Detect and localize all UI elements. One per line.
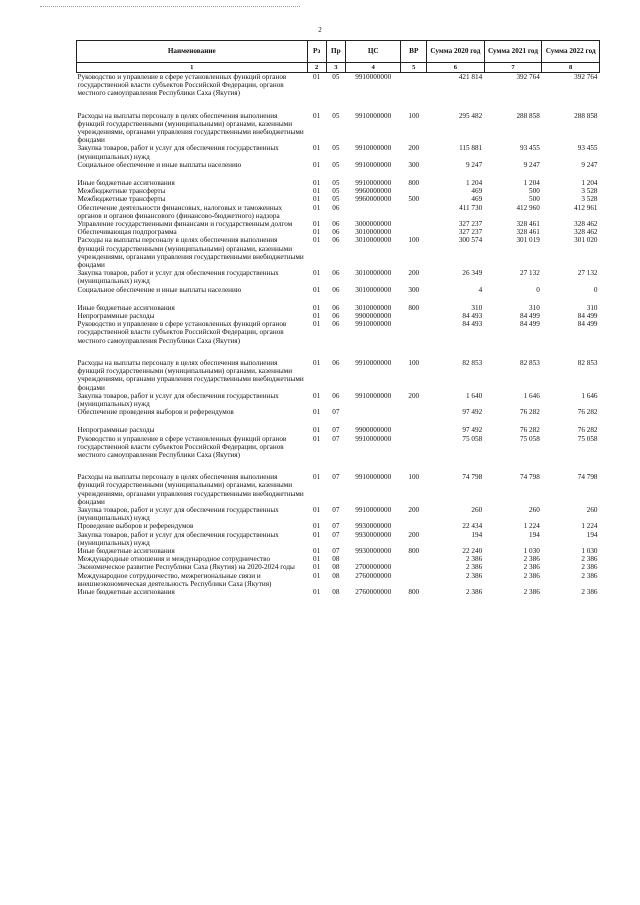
- row-rz: 01: [313, 228, 321, 237]
- row-cs: 9910000000: [355, 434, 392, 443]
- row-pr: 06: [332, 303, 340, 312]
- row-sum-2020: 310: [471, 303, 483, 312]
- row-rz: 01: [313, 303, 321, 312]
- row-pr: 06: [332, 269, 340, 278]
- table-row: [77, 195, 600, 203]
- row-vr: [401, 187, 427, 195]
- row-cs: 3010000000: [355, 303, 392, 312]
- table-row: [77, 506, 600, 522]
- row-vr: 100: [408, 358, 420, 367]
- row-sum-2020: 4: [478, 285, 483, 294]
- row-sum-2021: 9 247: [523, 160, 540, 169]
- row-sum-2022: 3 528: [581, 187, 598, 196]
- row-sum-2021: 1 030: [523, 546, 540, 555]
- header-number-row: [77, 63, 600, 73]
- row-cs: 9900000000: [355, 426, 392, 435]
- row-sum-2020: 75 058: [462, 434, 483, 443]
- row-cs: [345, 408, 401, 426]
- row-vr: 800: [408, 179, 420, 188]
- row-rz: 01: [313, 587, 321, 596]
- row-sum-2021: 310: [529, 303, 540, 312]
- row-pr: 06: [332, 220, 340, 229]
- row-vr: [401, 408, 427, 426]
- table-row: [77, 531, 600, 547]
- row-sum-2022: 76 282: [577, 426, 598, 435]
- row-sum-2020: 2 386: [466, 563, 483, 572]
- row-sum-2022: 84 499: [577, 312, 598, 321]
- row-vr: [401, 204, 427, 220]
- row-cs: 9930000000: [355, 530, 392, 539]
- row-sum-2022: 1 646: [581, 391, 598, 400]
- row-cs: 2760000000: [355, 587, 392, 596]
- row-vr: [401, 435, 427, 474]
- row-rz: 01: [313, 546, 321, 555]
- table-row: [77, 228, 600, 236]
- row-name: Непрограммные расходы: [77, 426, 155, 435]
- header-row: [77, 41, 600, 63]
- header-rz: Рз: [307, 41, 326, 63]
- row-cs: 9910000000: [355, 179, 392, 188]
- row-name: Расходы на выплаты персоналу в целях обеспечения выполнения функций государственными (муниципальными) органами, казенными учреждениями, органами управления государственными внебюджетными фондами: [77, 111, 304, 145]
- row-sum-2020: 300 574: [458, 236, 483, 245]
- row-pr: 07: [332, 522, 340, 531]
- row-rz: 01: [313, 195, 321, 204]
- row-name: Непрограммные расходы: [77, 312, 155, 321]
- row-rz: 01: [313, 391, 321, 400]
- row-sum-2021: 328 461: [516, 220, 540, 229]
- table-row: [77, 555, 600, 563]
- row-sum-2021: 288 858: [516, 111, 540, 120]
- row-rz: 01: [313, 571, 321, 580]
- row-sum-2020: 327 237: [458, 220, 483, 229]
- header-pr: Пр: [326, 41, 345, 63]
- row-sum-2022: 2 386: [581, 587, 598, 596]
- table-row: [77, 359, 600, 392]
- row-sum-2021: 84 499: [520, 312, 540, 321]
- row-pr: 05: [332, 195, 340, 204]
- row-cs: 3010000000: [355, 285, 392, 294]
- row-sum-2021: 412 960: [516, 203, 540, 212]
- row-vr: 300: [408, 285, 420, 294]
- row-name: Закупка товаров, работ и услуг для обеспечения государственных (муниципальных) нужд: [77, 144, 279, 161]
- row-vr: 500: [408, 195, 420, 204]
- row-sum-2022: 84 499: [577, 320, 598, 329]
- row-name: Расходы на выплаты персоналу в целях обеспечения выполнения функций государственными (муниципальными) органами, казенными учреждениями, органами управления государственными внебюджетными фондами: [77, 473, 304, 506]
- table-row: [77, 304, 600, 312]
- row-cs: 2760000000: [355, 571, 392, 580]
- row-cs: 9930000000: [355, 546, 392, 555]
- row-pr: 06: [332, 285, 340, 294]
- row-cs: 9960000000: [355, 195, 392, 204]
- row-sum-2021: 82 853: [520, 358, 540, 367]
- row-sum-2021: 2 386: [523, 555, 540, 564]
- row-sum-2020: 84 493: [462, 312, 483, 321]
- row-vr: 100: [408, 236, 420, 245]
- row-cs: 3010000000: [355, 236, 392, 245]
- row-pr: 07: [332, 530, 340, 539]
- row-rz: 01: [313, 522, 321, 531]
- row-sum-2020: 1 204: [466, 179, 483, 188]
- table-row: [77, 220, 600, 228]
- table-row: [77, 408, 600, 426]
- row-name: Иные бюджетные ассигнования: [77, 303, 175, 312]
- table-row: [77, 312, 600, 320]
- row-sum-2022: 1 204: [581, 179, 598, 188]
- page-number: 2: [318, 26, 322, 34]
- row-sum-2020: 22 240: [462, 546, 483, 555]
- row-name: Обеспечение проведения выборов и референдумов: [77, 408, 234, 417]
- row-pr: 06: [332, 391, 340, 400]
- row-vr: [401, 312, 427, 320]
- row-vr: 100: [408, 111, 420, 120]
- row-name: Закупка товаров, работ и услуг для обеспечения государственных (муниципальных) нужд: [77, 530, 279, 547]
- row-name: Социальное обеспечение и иные выплаты населению: [77, 160, 242, 169]
- row-cs: 2700000000: [355, 563, 392, 572]
- table-row: [77, 112, 600, 145]
- row-sum-2022: 76 282: [577, 408, 598, 417]
- table-row: [77, 73, 600, 112]
- row-sum-2020: 2 386: [466, 555, 483, 564]
- row-name: Социальное обеспечение и иные выплаты населению: [77, 285, 242, 294]
- row-rz: 01: [313, 220, 321, 229]
- row-cs: 3010000000: [355, 269, 392, 278]
- row-sum-2022: 260: [586, 505, 598, 514]
- row-vr: 800: [408, 546, 420, 555]
- row-rz: 01: [313, 320, 321, 329]
- header-num: 8: [542, 63, 600, 73]
- row-sum-2021: 1 224: [523, 522, 540, 531]
- row-cs: 9910000000: [355, 391, 392, 400]
- row-name: Проведение выборов и референдумов: [77, 522, 194, 531]
- table-row: [77, 435, 600, 474]
- row-pr: 07: [332, 546, 340, 555]
- row-sum-2021: 301 019: [516, 236, 540, 245]
- row-pr: 07: [332, 434, 340, 443]
- header-vr: ВР: [401, 41, 427, 63]
- row-sum-2021: 76 282: [520, 426, 540, 435]
- row-sum-2020: 2 386: [466, 571, 483, 580]
- row-cs: 9910000000: [355, 111, 392, 120]
- row-sum-2022: 74 798: [577, 473, 598, 482]
- row-pr: 07: [332, 408, 340, 417]
- row-cs: 9910000000: [355, 144, 392, 153]
- row-sum-2021: 2 386: [523, 563, 540, 572]
- table-row: [77, 563, 600, 571]
- row-sum-2022: 392 764: [574, 73, 598, 81]
- row-rz: 01: [313, 358, 321, 367]
- row-sum-2021: 84 499: [520, 320, 540, 329]
- table-row: [77, 179, 600, 187]
- header-sum-2022: Сумма 2022 год: [542, 41, 600, 63]
- row-rz: 01: [313, 144, 321, 153]
- header-num: 3: [326, 63, 345, 73]
- row-pr: 07: [332, 473, 340, 482]
- table-row: [77, 269, 600, 285]
- row-sum-2021: 76 282: [520, 408, 540, 417]
- row-vr: [401, 73, 427, 112]
- row-sum-2022: 288 858: [574, 111, 598, 120]
- row-vr: 200: [408, 269, 420, 278]
- row-sum-2021: 194: [529, 530, 540, 539]
- row-vr: [401, 228, 427, 236]
- row-rz: 01: [313, 473, 321, 482]
- row-rz: 01: [313, 408, 321, 417]
- row-sum-2020: 194: [471, 530, 483, 539]
- row-pr: 05: [332, 187, 340, 196]
- row-name: Руководство и управление в сфере установленных функций органов государственной власти субъектов Российской Федерации, органов местного самоуправления Республики Саха (Якутия): [77, 320, 287, 345]
- row-sum-2020: 26 349: [462, 269, 483, 278]
- row-cs: 9930000000: [355, 522, 392, 531]
- row-sum-2022: 0: [593, 285, 598, 294]
- table-row: [77, 426, 600, 434]
- row-vr: 800: [408, 587, 420, 596]
- table-row: [77, 522, 600, 530]
- row-sum-2022: 93 455: [577, 144, 598, 153]
- row-sum-2022: 1 224: [581, 522, 598, 531]
- row-sum-2022: 3 528: [581, 195, 598, 204]
- row-name: Обеспечение деятельности финансовых, налоговых и таможенных органов и органов финансового (финансово-бюджетного) надзора: [77, 203, 283, 220]
- header-num: 1: [77, 63, 308, 73]
- row-cs: 9960000000: [355, 187, 392, 196]
- row-sum-2022: 27 132: [577, 269, 598, 278]
- row-cs: 9910000000: [355, 473, 392, 482]
- header-sum-2020: Сумма 2020 год: [427, 41, 485, 63]
- row-name: Закупка товаров, работ и услуг для обеспечения государственных (муниципальных) нужд: [77, 391, 279, 408]
- row-sum-2022: 2 386: [581, 571, 598, 580]
- row-sum-2021: 392 764: [516, 73, 540, 81]
- table-row: [77, 144, 600, 160]
- row-sum-2022: 2 386: [581, 555, 598, 564]
- row-rz: 01: [313, 530, 321, 539]
- header-num: 5: [401, 63, 427, 73]
- row-sum-2022: 412 961: [574, 203, 598, 212]
- header-num: 7: [484, 63, 542, 73]
- row-sum-2020: 411 730: [459, 203, 483, 212]
- row-sum-2020: 295 482: [458, 111, 483, 120]
- header-name: Наименование: [77, 41, 308, 63]
- header-num: 4: [345, 63, 401, 73]
- row-name: Иные бюджетные ассигнования: [77, 179, 175, 188]
- row-rz: 01: [313, 434, 321, 443]
- row-name: Управление государственными финансами и государственным долгом: [77, 220, 293, 229]
- row-rz: 01: [313, 269, 321, 278]
- row-pr: 08: [332, 555, 340, 564]
- row-name: Международные отношения и международное сотрудничество: [77, 555, 271, 564]
- row-sum-2020: 260: [471, 505, 483, 514]
- row-pr: 05: [332, 160, 340, 169]
- row-sum-2021: 500: [529, 187, 540, 196]
- row-sum-2020: 84 493: [462, 320, 483, 329]
- row-name: Закупка товаров, работ и услуг для обеспечения государственных (муниципальных) нужд: [77, 269, 279, 286]
- row-cs: [345, 204, 401, 220]
- row-vr: [401, 426, 427, 434]
- row-sum-2022: 194: [586, 530, 598, 539]
- row-name: Руководство и управление в сфере установленных функций органов государственной власти субъектов Российской Федерации, органов местного самоуправления Республики Саха (Якутия): [77, 434, 287, 459]
- row-cs: [345, 555, 401, 563]
- table-row: [77, 236, 600, 269]
- row-sum-2020: 469: [471, 187, 483, 196]
- row-rz: 01: [313, 111, 321, 120]
- row-pr: 05: [332, 144, 340, 153]
- row-pr: 06: [332, 203, 340, 212]
- row-sum-2021: 74 798: [520, 473, 540, 482]
- row-rz: 01: [313, 505, 321, 514]
- row-vr: [401, 320, 427, 359]
- row-rz: 01: [313, 179, 321, 188]
- row-name: Расходы на выплаты персоналу в целях обеспечения выполнения функций государственными (муниципальными) органами, казенными учреждениями, органами управления государственными внебюджетными фондами: [77, 358, 304, 392]
- row-cs: 9910000000: [355, 73, 392, 81]
- row-name: Экономическое развитие Республики Саха (Якутия) на 2020-2024 годы: [77, 563, 295, 572]
- row-rz: 01: [313, 203, 321, 212]
- row-rz: 01: [313, 285, 321, 294]
- row-pr: 06: [332, 236, 340, 245]
- row-cs: 9910000000: [355, 160, 392, 169]
- row-sum-2020: 421 814: [458, 73, 483, 81]
- row-rz: 01: [313, 563, 321, 572]
- row-sum-2021: 260: [529, 505, 540, 514]
- row-sum-2021: 2 386: [523, 587, 540, 596]
- table-row: [77, 286, 600, 304]
- row-sum-2020: 469: [471, 195, 483, 204]
- row-sum-2020: 115 881: [459, 144, 483, 153]
- row-sum-2022: 2 386: [581, 563, 598, 572]
- row-sum-2020: 1 640: [466, 391, 483, 400]
- row-vr: 800: [408, 303, 420, 312]
- row-pr: 05: [332, 73, 340, 81]
- row-pr: 06: [332, 358, 340, 367]
- row-pr: 05: [332, 179, 340, 188]
- row-sum-2022: 301 020: [574, 236, 598, 245]
- table-row: [77, 161, 600, 179]
- row-cs: 3000000000: [355, 220, 392, 229]
- row-cs: 9910000000: [355, 358, 392, 367]
- row-pr: 07: [332, 505, 340, 514]
- row-rz: 01: [313, 426, 321, 435]
- header-cs: ЦС: [345, 41, 401, 63]
- table-body: [77, 73, 600, 597]
- row-rz: 01: [313, 555, 321, 564]
- row-cs: 9910000000: [355, 505, 392, 514]
- row-rz: 01: [313, 236, 321, 245]
- budget-table: [76, 40, 600, 596]
- row-sum-2020: 74 798: [462, 473, 483, 482]
- row-name: Закупка товаров, работ и услуг для обеспечения государственных (муниципальных) нужд: [77, 505, 279, 523]
- row-name: Межбюджетные трансферты: [77, 195, 166, 204]
- row-pr: 06: [332, 228, 340, 237]
- row-sum-2020: 22 434: [462, 522, 483, 531]
- row-sum-2022: 82 853: [577, 358, 598, 367]
- row-vr: 200: [408, 505, 420, 514]
- row-vr: 100: [408, 473, 420, 482]
- header-sum-2021: Сумма 2021 год: [484, 41, 542, 63]
- table-row: [77, 588, 600, 596]
- row-cs: 3010000000: [355, 228, 392, 237]
- row-cs: 9900000000: [355, 312, 392, 321]
- row-rz: 01: [313, 187, 321, 196]
- row-sum-2020: 327 237: [458, 228, 483, 237]
- row-vr: [401, 563, 427, 571]
- table-row: [77, 204, 600, 220]
- row-sum-2021: 1 646: [523, 391, 540, 400]
- row-sum-2021: 500: [529, 195, 540, 204]
- row-pr: 08: [332, 563, 340, 572]
- row-vr: 300: [408, 160, 420, 169]
- row-sum-2020: 82 853: [462, 358, 483, 367]
- header-num: 6: [427, 63, 485, 73]
- row-rz: 01: [313, 312, 321, 321]
- row-sum-2020: 97 492: [462, 408, 483, 417]
- row-sum-2022: 75 058: [577, 434, 598, 443]
- row-sum-2022: 9 247: [581, 160, 598, 169]
- row-pr: 08: [332, 587, 340, 596]
- row-sum-2021: 27 132: [520, 269, 540, 278]
- row-sum-2021: 328 461: [516, 228, 540, 237]
- row-name: Иные бюджетные ассигнования: [77, 546, 175, 555]
- row-sum-2020: 9 247: [466, 160, 483, 169]
- row-sum-2020: 2 386: [466, 587, 483, 596]
- row-pr: 06: [332, 312, 340, 321]
- row-name: Международное сотрудничество, межрегиональные связи и внешнеэкономическая деятельность Республики Саха (Якутия): [77, 571, 272, 588]
- row-sum-2021: 75 058: [520, 434, 540, 443]
- row-cs: 9910000000: [355, 320, 392, 329]
- row-sum-2022: 310: [586, 303, 598, 312]
- row-vr: 200: [408, 391, 420, 400]
- row-pr: 06: [332, 320, 340, 329]
- row-vr: [401, 522, 427, 530]
- row-sum-2021: 1 204: [523, 179, 540, 188]
- scan-top-line: [40, 6, 300, 8]
- row-sum-2020: 97 492: [462, 426, 483, 435]
- row-vr: [401, 555, 427, 563]
- row-vr: 200: [408, 530, 420, 539]
- table-row: [77, 473, 600, 506]
- row-name: Расходы на выплаты персоналу в целях обеспечения выполнения функций государственными (муниципальными) органами, казенными учреждениями, органами управления государственными внебюджетными фондами: [77, 236, 304, 270]
- row-rz: 01: [313, 160, 321, 169]
- header-num: 2: [307, 63, 326, 73]
- row-sum-2022: 1 030: [581, 546, 598, 555]
- row-vr: [401, 572, 427, 588]
- row-sum-2021: 0: [536, 285, 540, 294]
- row-name: Руководство и управление в сфере установленных функций органов государственной власти субъектов Российской Федерации, органов местного самоуправления Республики Саха (Якутия): [77, 73, 287, 98]
- table-row: [77, 187, 600, 195]
- row-rz: 01: [313, 73, 321, 81]
- row-name: Обеспечивающая подпрограмма: [77, 228, 177, 237]
- row-sum-2022: 328 462: [574, 228, 598, 237]
- table-row: [77, 320, 600, 359]
- row-sum-2021: 93 455: [520, 144, 540, 153]
- row-pr: 07: [332, 426, 340, 435]
- row-sum-2022: 328 462: [574, 220, 598, 229]
- row-pr: 08: [332, 571, 340, 580]
- table-row: [77, 392, 600, 408]
- row-vr: 200: [408, 144, 420, 153]
- row-name: Иные бюджетные ассигнования: [77, 587, 175, 596]
- row-sum-2021: 2 386: [523, 571, 540, 580]
- table-row: [77, 547, 600, 555]
- row-pr: 05: [332, 111, 340, 120]
- table-row: [77, 572, 600, 588]
- row-vr: [401, 220, 427, 228]
- row-name: Межбюджетные трансферты: [77, 187, 166, 196]
